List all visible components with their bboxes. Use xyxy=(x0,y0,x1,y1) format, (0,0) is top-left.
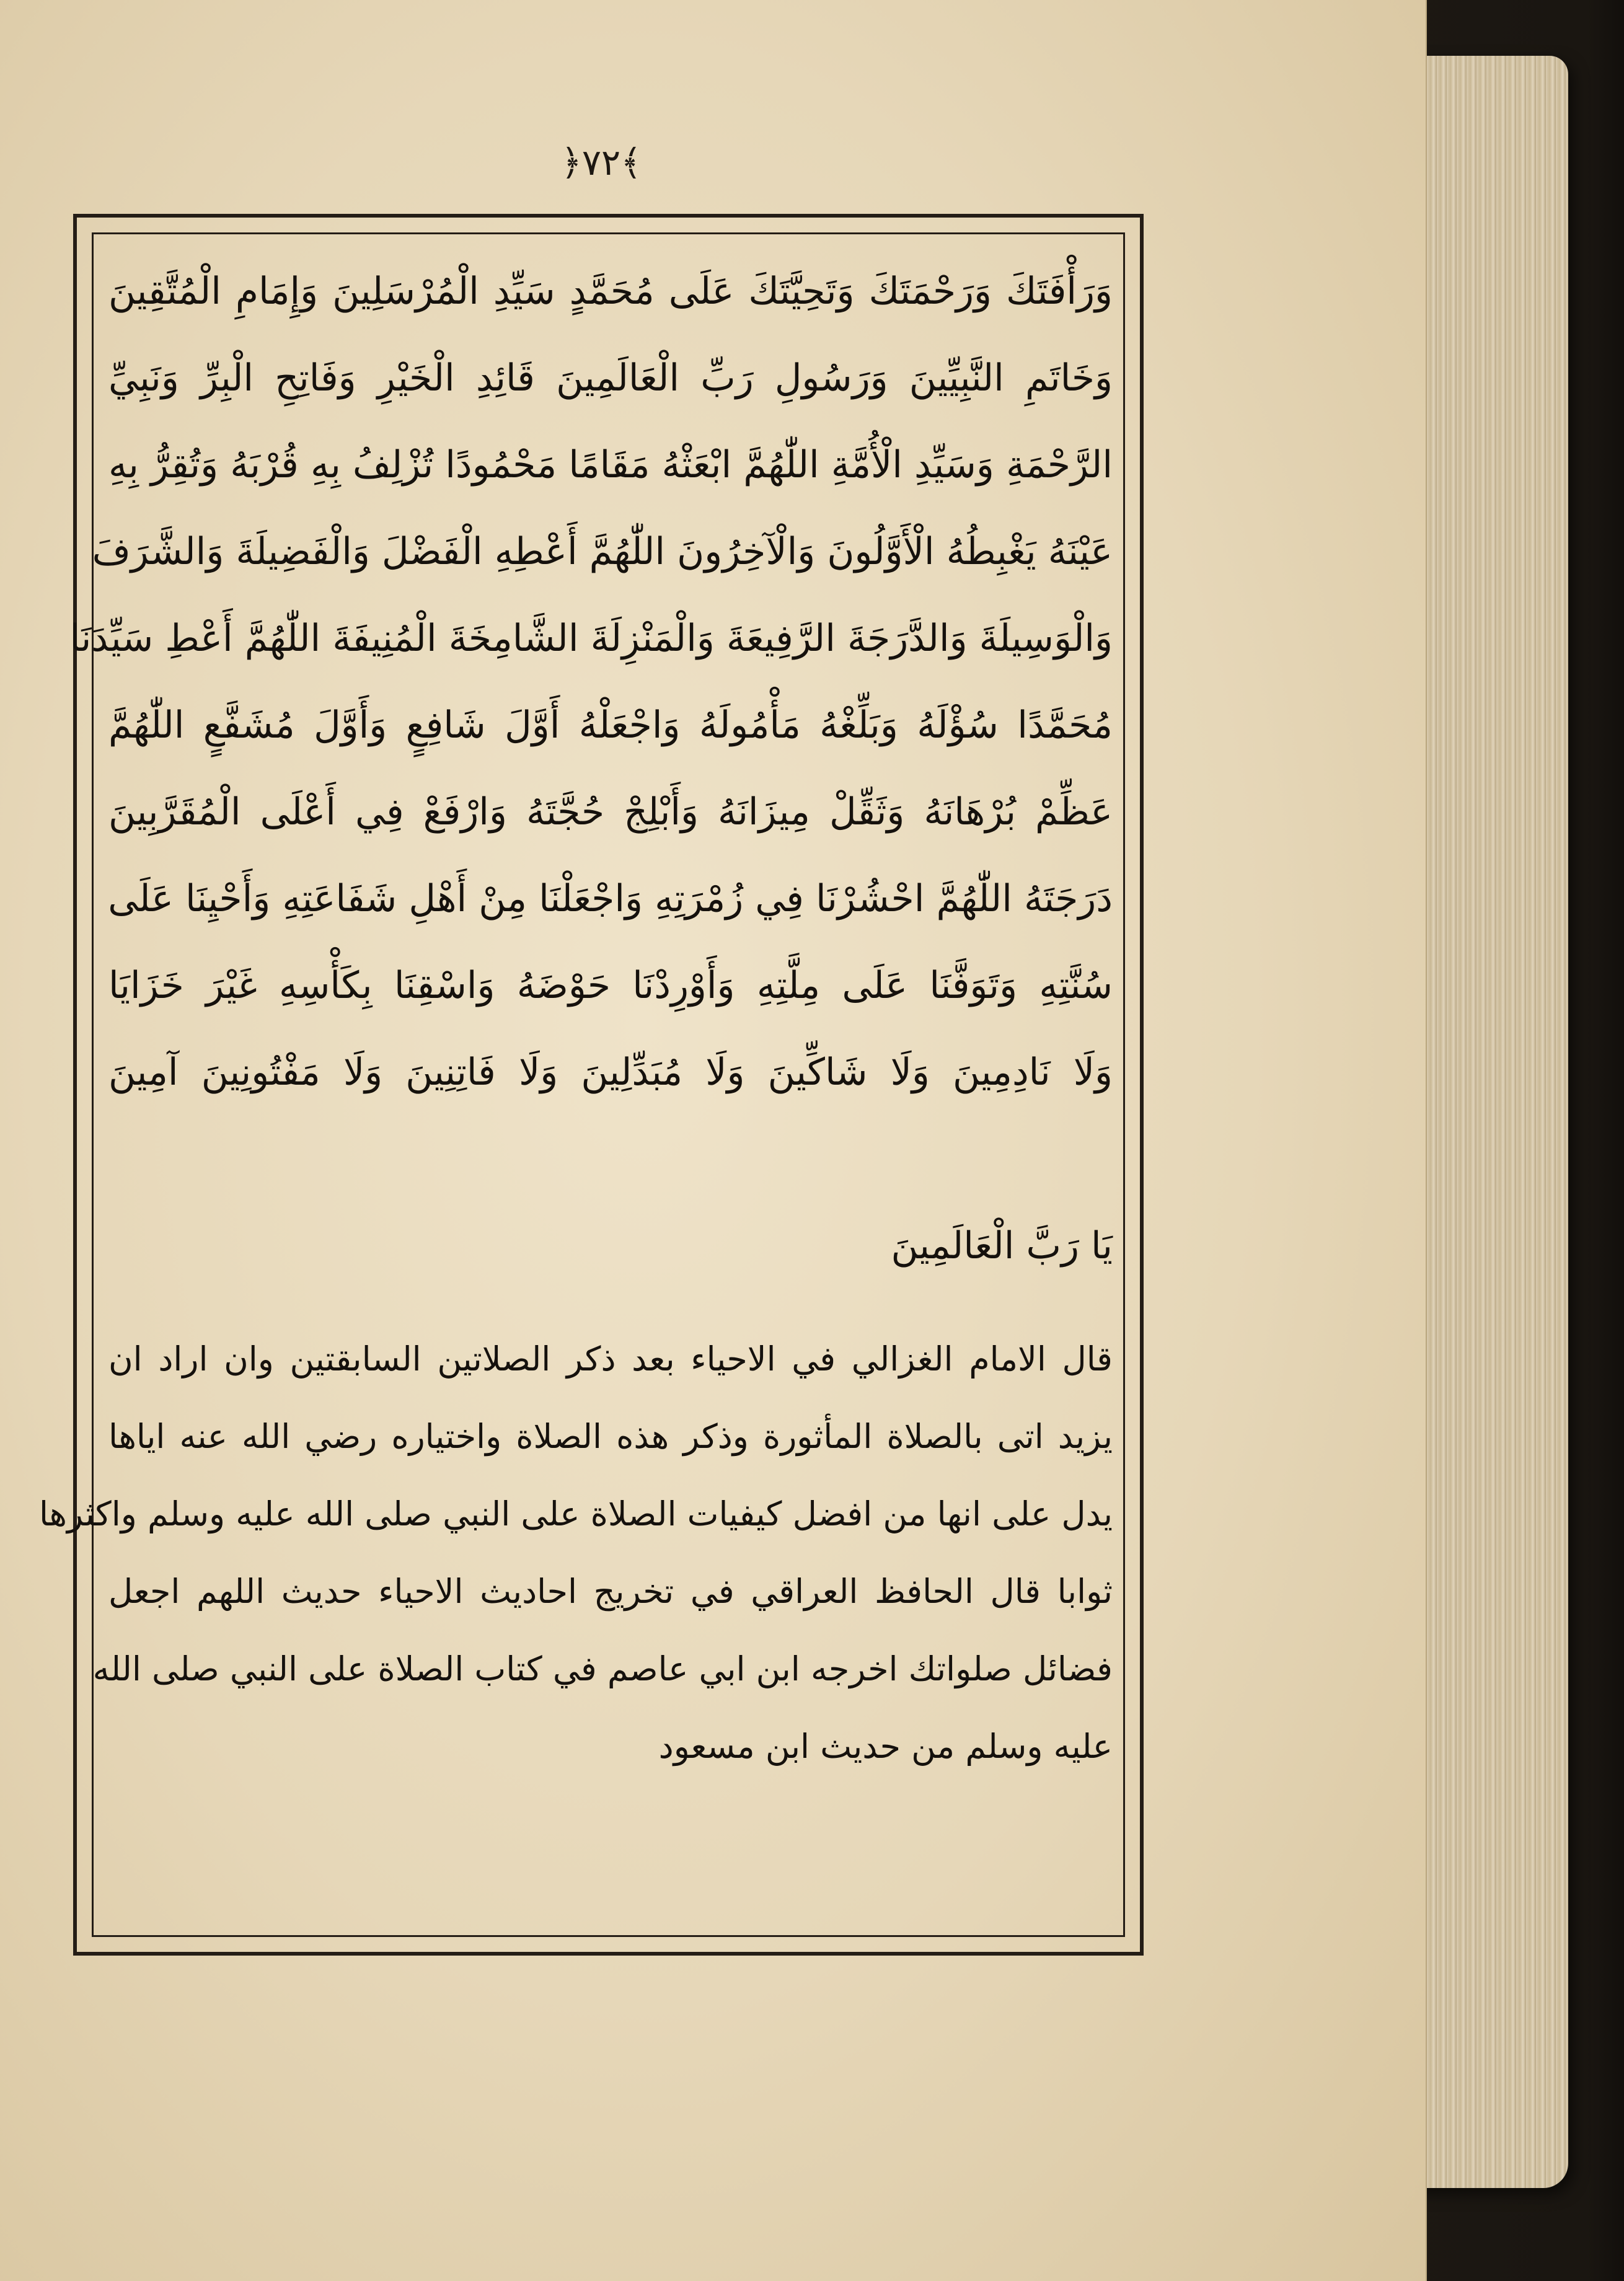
prayer-line: وَرَأْفَتَكَ وَرَحْمَتَكَ وَتَحِيَّتَكَ عَلَى مُحَمَّدٍ سَيِّدِ الْمُرْسَلِينَ وَإِمَامِ الْمُتَّقِينَ xyxy=(108,270,1113,313)
quote-line: يزيد اتى بالصلاة المأثورة وذكر هذه الصلاة واختياره رضي الله عنه اياها xyxy=(108,1417,1113,1456)
quote-line: يدل على انها من افضل كيفيات الصلاة على النبي صلى الله عليه وسلم واكثرها xyxy=(39,1494,1113,1533)
prayer-line: وَخَاتَمِ النَّبِيِّينَ وَرَسُولِ رَبِّ الْعَالَمِينَ قَائِدِ الْخَيْرِ وَفَاتِحِ الْبِرِّ وَنَبِيِّ xyxy=(108,356,1113,400)
prayer-line: وَالْوَسِيلَةَ وَالدَّرَجَةَ الرَّفِيعَةَ وَالْمَنْزِلَةَ الشَّامِخَةَ الْمُنِيفَةَ اللّٰهُمَّ أَعْطِ سَيِّدَنَا xyxy=(69,617,1113,660)
prayer-line: عَيْنَهُ يَغْبِطُهُ الْأَوَّلُونَ وَالْآخِرُونَ اللّٰهُمَّ أَعْطِهِ الْفَضْلَ وَالْفَضِيلَةَ وَالشَّرَفَ xyxy=(92,530,1113,573)
prayer-line: الرَّحْمَةِ وَسَيِّدِ الْأُمَّةِ اللّٰهُمَّ ابْعَثْهُ مَقَامًا مَحْمُودًا تُزْلِفُ بِهِ قُرْبَهُ وَتُقِرُّ بِهِ xyxy=(108,443,1113,487)
quote-line-last: عليه وسلم من حديث ابن مسعود xyxy=(658,1727,1113,1766)
quote-line: ثوابا قال الحافظ العراقي في تخريج احاديث الاحياء حديث اللهم اجعل xyxy=(108,1572,1113,1611)
prayer-line: عَظِّمْ بُرْهَانَهُ وَثَقِّلْ مِيزَانَهُ وَأَبْلِجْ حُجَّتَهُ وَارْفَعْ فِي أَعْلَى الْمُقَرَّبِينَ xyxy=(108,790,1113,834)
quote-line: فضائل صلواتك اخرجه ابن ابي عاصم في كتاب الصلاة على النبي صلى الله xyxy=(92,1649,1113,1688)
prayer-line: دَرَجَتَهُ اللّٰهُمَّ احْشُرْنَا فِي زُمْرَتِهِ وَاجْعَلْنَا مِنْ أَهْلِ شَفَاعَتِهِ وَأَحْيِنَا عَلَى xyxy=(108,877,1113,920)
prayer-line: وَلَا نَادِمِينَ وَلَا شَاكِّينَ وَلَا مُبَدِّلِينَ وَلَا فَاتِنِينَ وَلَا مَفْتُونِينَ آمِينَ xyxy=(108,1051,1113,1094)
quote-line: قال الامام الغزالي في الاحياء بعد ذكر الصلاتين السابقتين وان اراد ان xyxy=(108,1339,1113,1379)
prayer-line: مُحَمَّدًا سُؤْلَهُ وَبَلِّغْهُ مَأْمُولَهُ وَاجْعَلْهُ أَوَّلَ شَافِعٍ وَأَوَّلَ مُشَفَّعٍ اللّٰهُمَّ xyxy=(108,704,1113,747)
prayer-line-last: يَا رَبَّ الْعَالَمِينَ xyxy=(891,1224,1113,1268)
page-number: ﴿٧٢﴾ xyxy=(560,141,642,183)
prayer-line: سُنَّتِهِ وَتَوَفَّنَا عَلَى مِلَّتِهِ وَأَوْرِدْنَا حَوْضَهُ وَاسْقِنَا بِكَأْسِهِ غَيْرَ خَزَايَا xyxy=(108,964,1113,1007)
